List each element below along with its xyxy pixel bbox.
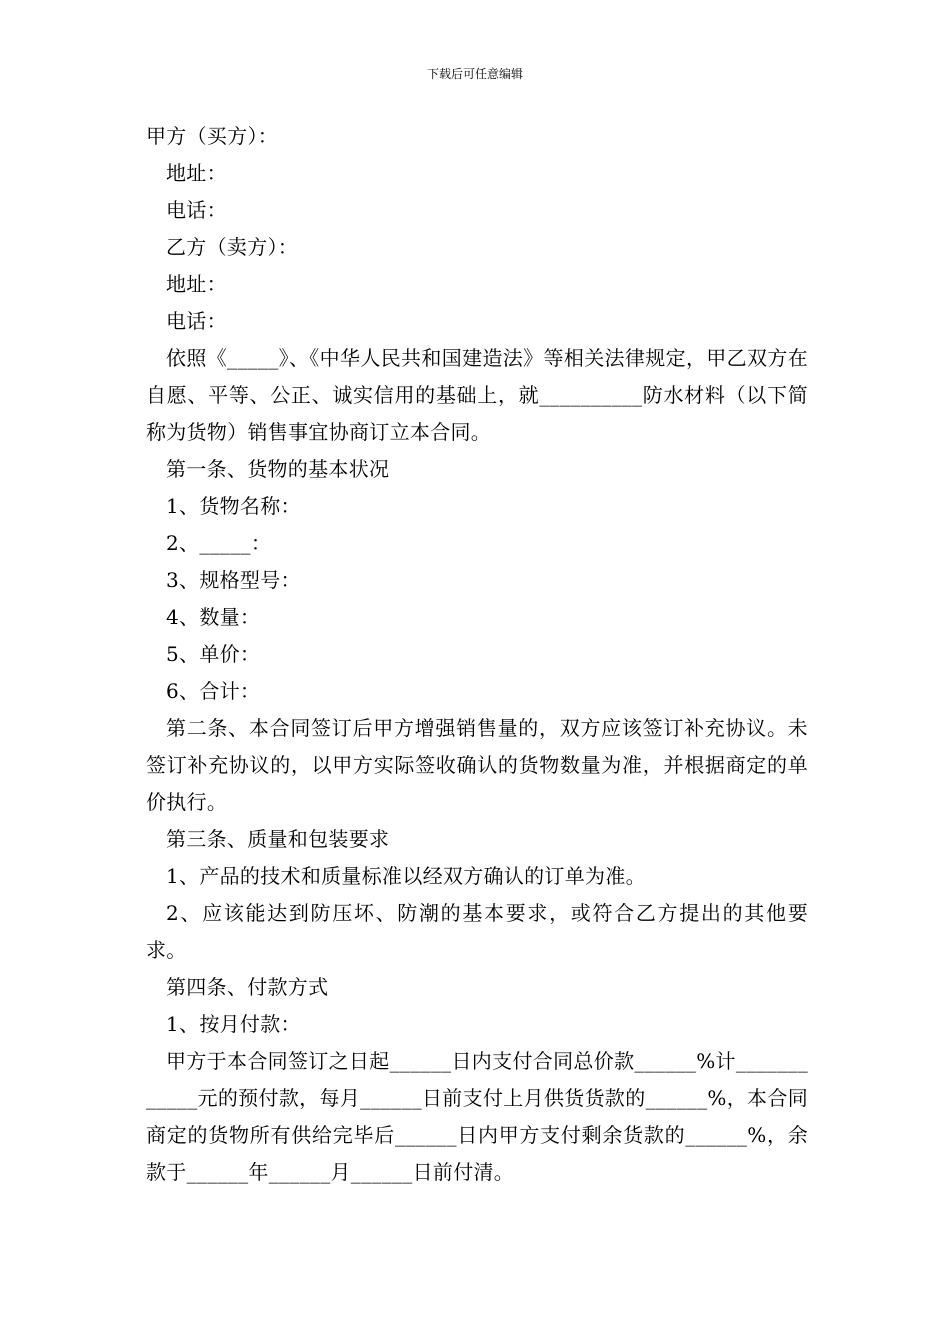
article-1-item: 1、货物名称： <box>166 494 301 518</box>
contract-body <box>146 118 808 1191</box>
page-header-note: 下载后可任意编辑 <box>426 67 523 81</box>
party-a-phone: 电话： <box>166 198 227 222</box>
article-3-item-2: 2、应该能达到防压坏、防潮的基本要求，或符合乙方提出的其他要求。 <box>146 901 808 962</box>
article-1-item: 4、数量： <box>166 605 261 629</box>
article-3-item-1: 1、产品的技术和质量标准以经双方确认的订单为准。 <box>166 864 646 888</box>
party-b-phone: 电话： <box>166 309 227 333</box>
party-b-address: 地址： <box>166 272 227 296</box>
article-3-title: 第三条、质量和包装要求 <box>166 827 390 851</box>
contract-preamble: 依照《_____》、《中华人民共和国建造法》等相关法律规定，甲乙双方在自愿、平等、公正、诚实信用的基础上，就__________防水材料（以下简称为货物）销售事宜协商订立本合同。 <box>146 346 808 444</box>
party-b-label: 乙方（卖方）： <box>166 235 299 259</box>
article-1-item: 5、单价： <box>166 642 261 666</box>
article-4-item-1: 1、按月付款： <box>166 1012 301 1036</box>
party-a-label: 甲方（买方）： <box>146 124 279 148</box>
party-a-address: 地址： <box>166 161 227 185</box>
article-1-item: 2、_____： <box>166 531 272 555</box>
article-4-title: 第四条、付款方式 <box>166 975 329 999</box>
article-4-payment-terms: 甲方于本合同签订之日起______日内支付合同总价款______%计____________元的预付款，每月______日前支付上月供货货款的______%，本合同商定的货物所有供给完毕后______日内甲方支付剩余货款的______%，余款于______年______月______日前付清。 <box>146 1049 808 1184</box>
article-1-item: 6、合计： <box>166 679 261 703</box>
article-1-item: 3、规格型号： <box>166 568 301 592</box>
article-2-text: 第二条、本合同签订后甲方增强销售量的，双方应该签订补充协议。未签订补充协议的，以甲方实际签收确认的货物数量为准，并根据商定的单价执行。 <box>146 716 808 814</box>
article-1-title: 第一条、货物的基本状况 <box>166 457 390 481</box>
